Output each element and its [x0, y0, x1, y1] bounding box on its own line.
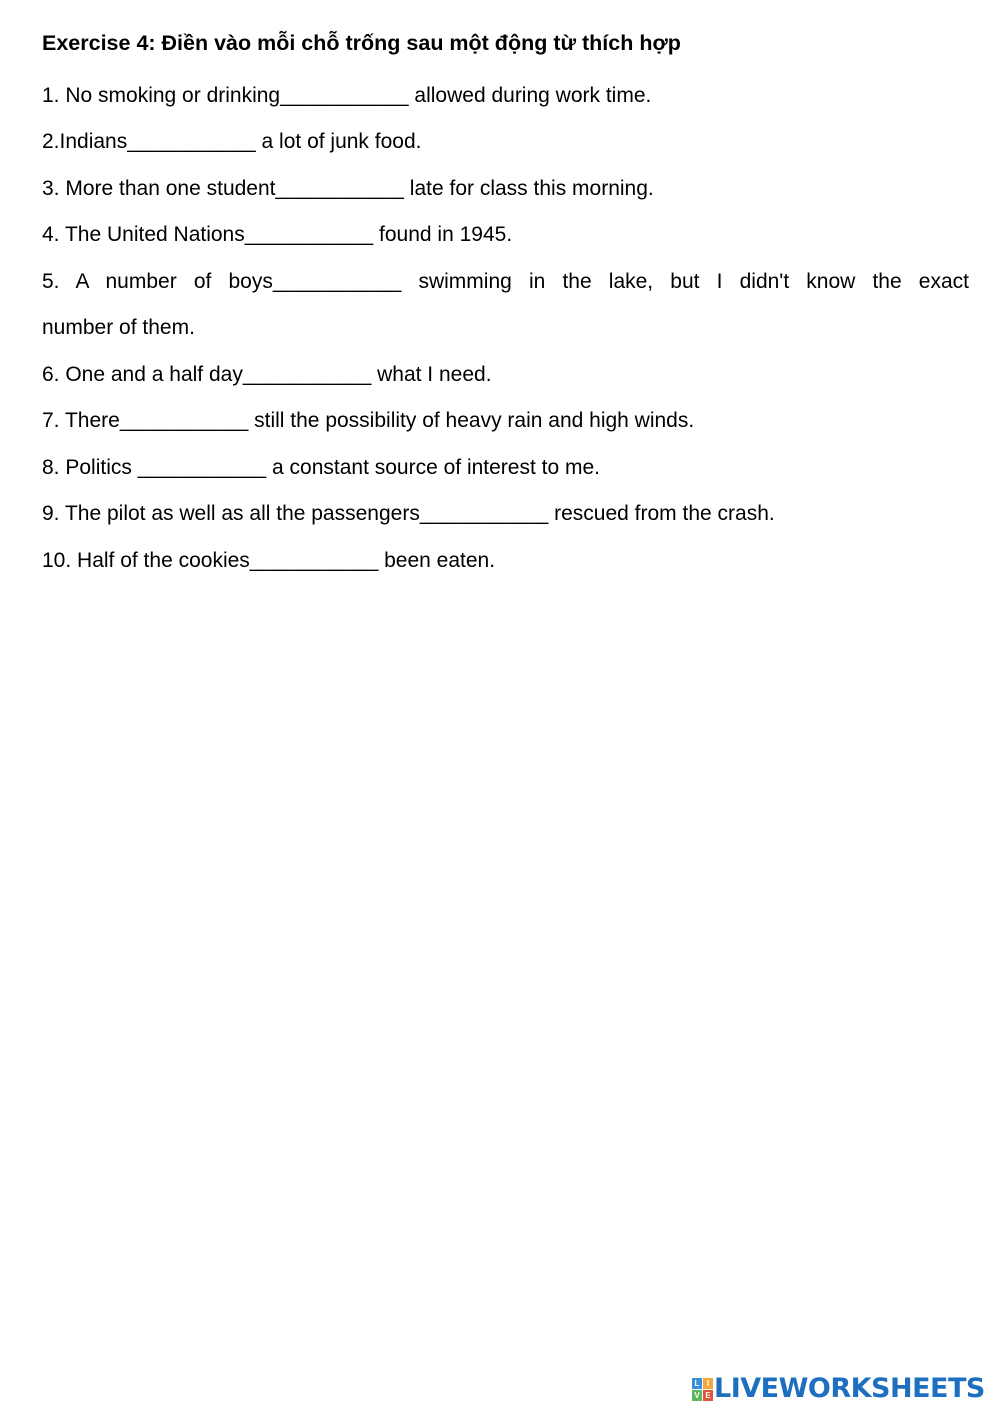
logo-tile-e: E — [703, 1390, 713, 1401]
liveworksheets-logo-icon — [692, 1378, 712, 1400]
question-1: 1. No smoking or drinking___________ allowed during work time. — [42, 83, 652, 107]
question-5-line-1: 5. A number of boys___________ swimming in the lake, but I didn't know the exact — [42, 269, 969, 293]
question-5 — [42, 259, 969, 352]
question-5-line-2: number of them. — [42, 316, 195, 339]
logo-tile-v: V — [692, 1390, 702, 1401]
exercise-title: Exercise 4: Điền vào mỗi chỗ trống sau một động từ thích hợp — [42, 31, 681, 55]
logo-tile-i: I — [703, 1378, 713, 1389]
question-10: 10. Half of the cookies___________ been eaten. — [42, 548, 496, 572]
worksheet-page — [42, 26, 969, 584]
liveworksheets-logo — [692, 1374, 985, 1404]
question-9: 9. The pilot as well as all the passengers___________ rescued from the crash. — [42, 502, 775, 525]
question-6: 6. One and a half day___________ what I need. — [42, 362, 492, 386]
logo-wordmark: LIVEWORKSHEETS — [714, 1373, 985, 1404]
question-2: 2.Indians___________ a lot of junk food. — [42, 130, 422, 153]
logo-tile-l: L — [692, 1378, 702, 1389]
question-4: 4. The United Nations___________ found in 1945. — [42, 223, 513, 246]
question-8: 8. Politics ___________ a constant source of interest to me. — [42, 455, 601, 479]
question-7: 7. There___________ still the possibility of heavy rain and high winds. — [42, 409, 695, 432]
question-3: 3. More than one student___________ late for class this morning. — [42, 176, 654, 200]
